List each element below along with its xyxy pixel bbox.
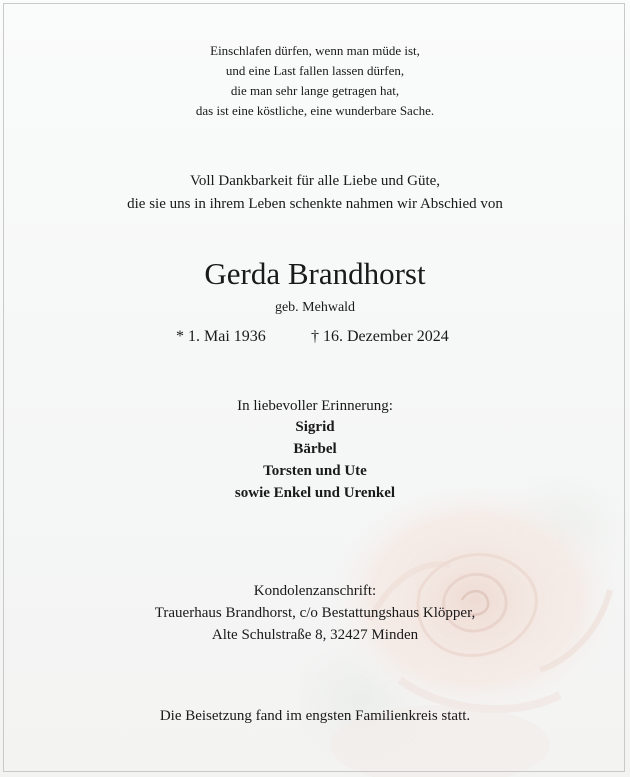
poem-line: das ist eine köstliche, eine wunderbare Sache. [195,103,435,118]
condolence-address: Alte Schulstraße 8, 32427 Minden [211,627,419,643]
family-member: Torsten und Ute [263,463,367,479]
death-date: † 16. Dezember 2024 [311,328,449,345]
family-member: sowie Enkel und Urenkel [234,485,396,501]
intro-line: Voll Dankbarkeit für alle Liebe und Güte, [189,173,441,189]
life-dates [0,327,630,347]
poem-line: und eine Last fallen lassen dürfen, [225,63,405,78]
deceased-name: Gerda Brandhorst [204,256,426,291]
family-member: Sigrid [295,419,335,435]
funeral-note: Die Beisetzung fand im engsten Familienkreis statt. [159,708,471,724]
birth-name: geb. Mehwald [274,300,356,315]
birth-date: * 1. Mai 1936 [176,328,266,345]
condolence-address: Trauerhaus Brandhorst, c/o Bestattungshaus Klöpper, [154,605,476,621]
family-member: Bärbel [293,441,337,457]
poem-line: Einschlafen dürfen, wenn man müde ist, [210,43,420,58]
family-heading: In liebevoller Erinnerung: [237,398,393,414]
poem-line: die man sehr lange getragen hat, [230,83,400,98]
intro-line: die sie uns in ihrem Leben schenkte nahmen wir Abschied von [127,196,503,212]
condolence-heading: Kondolenzanschrift: [253,583,377,599]
